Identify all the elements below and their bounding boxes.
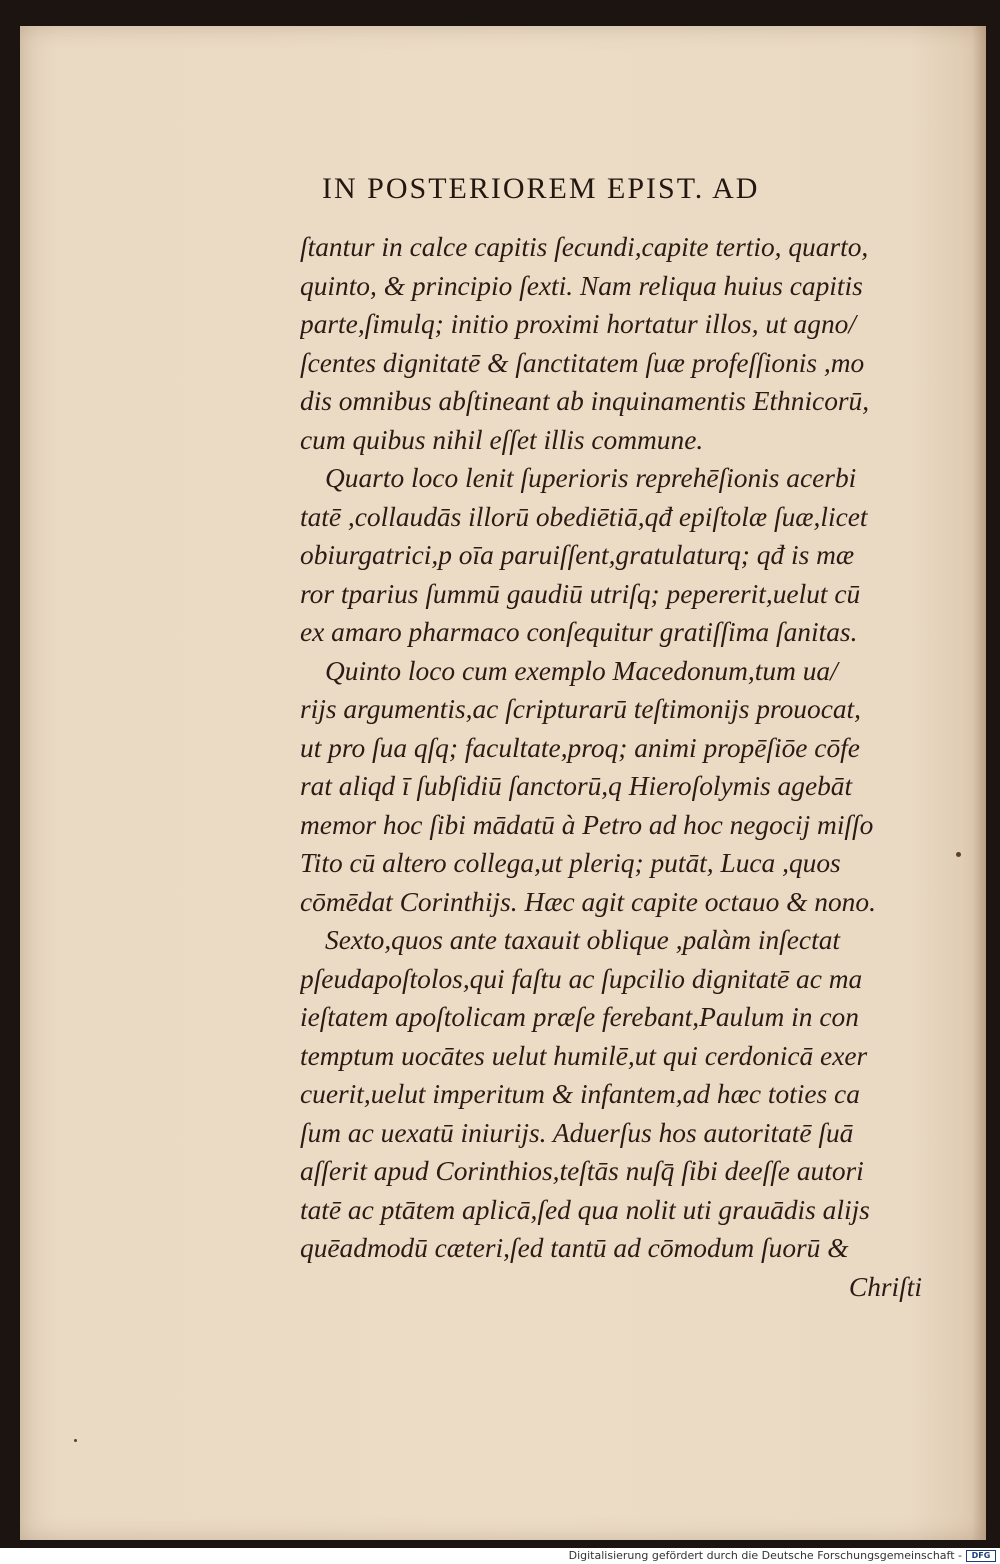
text-line: Quarto loco lenit ſuperioris reprehēſionis acerbi bbox=[325, 463, 857, 493]
text-line: cum quibus nihil eſſet illis commune. bbox=[300, 424, 704, 455]
text-line: tatē ,collaudās illorū obediētiā,qđ epiſtolæ ſuæ,licet bbox=[300, 501, 868, 532]
text-line: parte,ſimulq; initio proximi hortatur illos, ut agno/ bbox=[300, 309, 856, 339]
text-line: quinto, & principio ſexti. Nam reliqua huius capitis bbox=[300, 270, 863, 301]
text-line: rijs argumentis,ac ſcripturarū teſtimonijs prouocat, bbox=[300, 694, 861, 724]
text-line: aſſerit apud Corinthios,teſtās nuſq̄ ſibi deeſſe autori bbox=[300, 1156, 864, 1186]
text-line: pſeudapoſtolos,qui faſtu ac ſupcilio dignitatē ac ma bbox=[300, 963, 863, 994]
text-line: Tito cū altero collega,ut pleriq; putāt, Luca ,quos bbox=[300, 848, 841, 878]
running-head: IN POSTERIOREM EPIST. AD bbox=[322, 172, 760, 205]
text-line: ieſtatem apoſtolicam præſe ferebant,Paulum in con bbox=[300, 1002, 859, 1032]
text-line: quēadmodū cæteri,ſed tantū ad cōmodum ſuorū & bbox=[300, 1233, 849, 1263]
text-line: memor hoc ſibi mādatū à Petro ad hoc negocij miſſo bbox=[300, 809, 874, 840]
ink-speck bbox=[74, 1439, 77, 1442]
text-line: ſcentes dignitatē & ſanctitatem ſuæ profeſſionis ,mo bbox=[300, 347, 865, 378]
text-block bbox=[300, 228, 922, 1306]
digitization-footer bbox=[0, 1548, 1000, 1564]
text-line: ut pro ſua qſq; facultate,proq; animi propēſiōe cōfe bbox=[300, 732, 860, 763]
text-line: cōmēdat Corinthijs. Hæc agit capite octauo & nono. bbox=[300, 886, 876, 917]
text-line: temptum uocātes uelut humilē,ut qui cerdonicā exer bbox=[300, 1040, 868, 1071]
ink-speck bbox=[956, 852, 961, 857]
footer-credit: Digitalisierung gefördert durch die Deutsche Forschungsgemeinschaft - bbox=[568, 1549, 962, 1562]
text-line: Sexto,quos ante taxauit oblique ,palàm inſectat bbox=[325, 925, 841, 955]
text-line: ex amaro pharmaco conſequitur gratiſſima ſanitas. bbox=[300, 617, 858, 647]
text-line: tatē ac ptātem aplicā,ſed qua nolit uti grauādis alijs bbox=[300, 1194, 870, 1225]
text-line: dis omnibus abſtineant ab inquinamentis Ethnicorū, bbox=[300, 386, 870, 416]
text-line: ſtantur in calce capitis ſecundi,capite tertio, quarto, bbox=[300, 232, 869, 262]
catchword: Chriſti bbox=[848, 1271, 922, 1302]
text-line: obiurgatrici,p oīa paruiſſent,gratulaturq; qđ is mæ bbox=[300, 540, 855, 570]
page-edge-shadow bbox=[972, 26, 986, 1540]
dfg-logo: DFG bbox=[966, 1550, 996, 1562]
text-line: ror tparius ſummū gaudiū utriſq; pepererit,uelut cū bbox=[300, 578, 861, 609]
text-line: Quinto loco cum exemplo Macedonum,tum ua/ bbox=[325, 655, 838, 686]
text-line: cuerit,uelut imperitum & infantem,ad hæc toties ca bbox=[300, 1079, 860, 1109]
text-line: ſum ac uexatū iniurijs. Aduerſus hos autoritatē ſuā bbox=[300, 1117, 854, 1148]
text-line: rat aliqd ī ſubſidiū ſanctorū,q Hieroſolymis agebāt bbox=[300, 771, 853, 801]
